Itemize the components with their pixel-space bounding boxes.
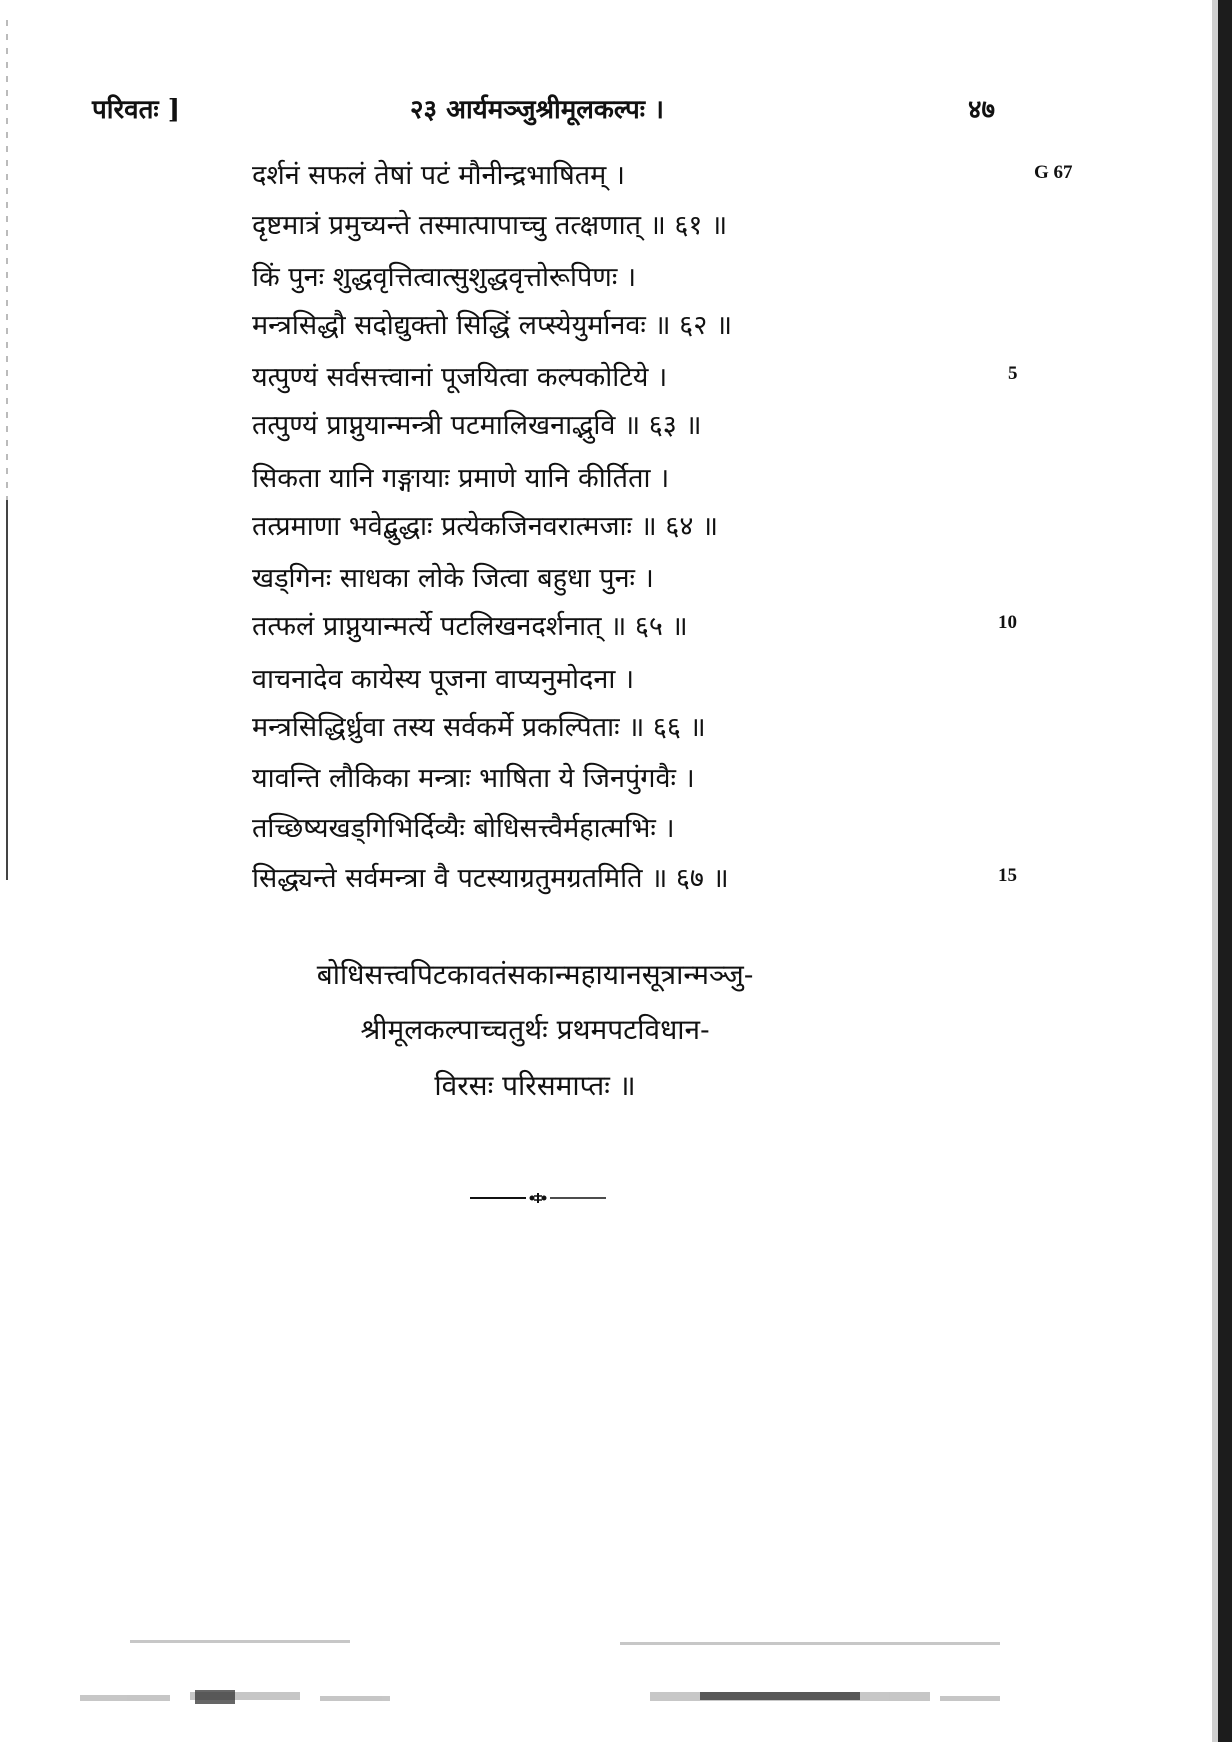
- line-number-15: 15: [998, 865, 1017, 886]
- verse-line: तत्प्रमाणा भवेद्बुद्धाः प्रत्येकजिनवरात्मजाः ॥ ६४ ॥: [252, 511, 719, 542]
- verse-line: दर्शनं सफलं तेषां पटं मौनीन्द्रभाषितम् ।: [252, 160, 626, 191]
- line-number-10: 10: [998, 612, 1017, 633]
- verse-line: यत्पुण्यं सर्वसत्त्वानां पूजयित्वा कल्पकोटिये ।: [252, 362, 668, 393]
- verse-line: दृष्टमात्रं प्रमुच्यन्ते तस्मात्पापाच्चु तत्क्षणात् ॥ ६१ ॥: [252, 210, 728, 241]
- verse-line: तच्छिष्यखड्गिभिर्दिव्यैः बोधिसत्त्वैर्महात्मभिः ।: [252, 813, 675, 844]
- scan-bleedthrough-noise: [60, 1620, 1160, 1730]
- chapter-marker: परिवतः ]: [92, 95, 181, 125]
- verse-line: सिकता यानि गङ्गायाः प्रमाणे यानि कीर्तिता ।: [252, 463, 670, 494]
- left-margin-line: [6, 500, 8, 880]
- page-edge: [1218, 0, 1232, 1742]
- verse-line: किं पुनः शुद्धवृत्तित्वात्सुशुद्धवृत्तोरूपिणः ।: [252, 262, 637, 293]
- line-number-5: 5: [1008, 363, 1018, 384]
- verse-line: यावन्ति लौकिका मन्त्राः भाषिता ये जिनपुंगवैः ।: [252, 763, 695, 794]
- verse-line: खड्गिनः साधका लोके जित्वा बहुधा पुनः ।: [252, 563, 654, 594]
- verse-line: वाचनादेव कायेस्य पूजना वाप्यनुमोदना ।: [252, 664, 635, 695]
- running-title: २३ आर्यमञ्जुश्रीमूलकल्पः ।: [410, 95, 664, 125]
- colophon-line: बोधिसत्त्वपिटकावतंसकान्महायानसूत्रान्मञ्जु-: [316, 958, 754, 991]
- colophon-line: विरसः परिसमाप्तः ॥: [434, 1069, 636, 1102]
- verse-line: मन्त्रसिद्धिर्ध्रुवा तस्य सर्वकर्मे प्रकल्पिताः ॥ ६६ ॥: [252, 712, 706, 743]
- verse-line: सिद्ध्यन्ते सर्वमन्त्रा वै पटस्याग्रतुमग्रतमिति ॥ ६७ ॥: [252, 863, 729, 894]
- manuscript-reference: G 67: [1034, 162, 1073, 183]
- verse-line: तत्फलं प्राप्नुयान्मर्त्ये पटलिखनदर्शनात् ॥ ६५ ॥: [252, 611, 688, 642]
- page-number: ४७: [968, 95, 996, 125]
- section-end-ornament: [470, 1192, 606, 1204]
- running-header: [0, 90, 1200, 126]
- verse-line: मन्त्रसिद्धौ सदोद्युक्तो सिद्धिं लप्स्येयुर्मानवः ॥ ६२ ॥: [252, 310, 733, 341]
- verse-line: तत्पुण्यं प्राप्नुयान्मन्त्री पटमालिखनाद्भुवि ॥ ६३ ॥: [252, 410, 702, 441]
- colophon-line: श्रीमूलकल्पाच्चतुर्थः प्रथमपटविधान-: [360, 1013, 710, 1046]
